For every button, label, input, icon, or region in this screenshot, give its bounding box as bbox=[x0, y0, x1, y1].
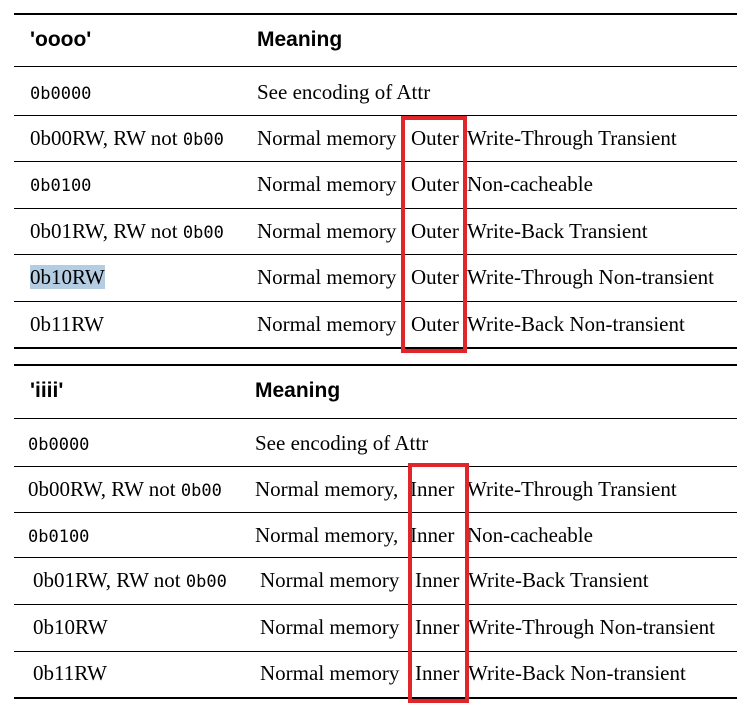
policy-cell: Write-Through Non-transient bbox=[468, 615, 715, 639]
encoding-cell: 0b0100 bbox=[30, 176, 92, 196]
encoding-cell: 0b0000 bbox=[30, 84, 92, 104]
cache-level-cell: Inner bbox=[415, 615, 460, 639]
policy-cell: Non-cacheable bbox=[467, 172, 593, 196]
memory-type-cell: Normal memory bbox=[257, 312, 397, 336]
policy-cell: Non-cacheable bbox=[467, 523, 593, 547]
encoding-cell bbox=[33, 568, 227, 594]
memory-type-cell: Normal memory bbox=[257, 126, 397, 150]
encoding-cell: 0b10RW bbox=[33, 615, 108, 639]
encoding-text: 0b01RW, RW not bbox=[30, 219, 183, 243]
memory-type-cell: Normal memory, bbox=[255, 477, 399, 501]
table1-col1-header: 'oooo' bbox=[30, 28, 92, 51]
row-divider bbox=[14, 651, 737, 652]
table2-top-rule bbox=[14, 364, 737, 366]
memory-type-cell: Normal memory, bbox=[255, 523, 399, 547]
table2-col1-header: 'iiii' bbox=[30, 379, 64, 402]
row-divider bbox=[14, 466, 737, 467]
table2-bottom-rule bbox=[14, 697, 737, 699]
encoding-code: 0b00 bbox=[182, 223, 224, 243]
cache-level-cell: Inner bbox=[410, 523, 455, 547]
encoding-text: 0b00RW, RW not bbox=[30, 126, 183, 150]
encoding-text: 0b01RW, RW not bbox=[33, 568, 186, 592]
encoding-cell: 0b11RW bbox=[30, 312, 104, 336]
meaning-cell: See encoding of Attr bbox=[257, 80, 431, 104]
memory-type-cell: Normal memory bbox=[260, 615, 400, 639]
encoding-code: 0b00 bbox=[182, 130, 224, 150]
encoding-cell: 0b11RW bbox=[33, 661, 107, 685]
policy-cell: Write-Back Non-transient bbox=[467, 312, 685, 336]
row-divider bbox=[14, 115, 737, 116]
cache-level-cell: Outer bbox=[411, 312, 459, 336]
cache-level-cell: Outer bbox=[411, 265, 459, 289]
encoding-code: 0b00 bbox=[185, 572, 227, 592]
cache-level-cell: Inner bbox=[410, 477, 455, 501]
cache-level-cell: Inner bbox=[415, 661, 460, 685]
memory-type-cell: Normal memory bbox=[257, 265, 397, 289]
policy-cell: Write-Back Transient bbox=[467, 219, 648, 243]
encoding-cell: 0b0100 bbox=[28, 527, 90, 547]
policy-cell: Write-Through Transient bbox=[467, 477, 677, 501]
table1-header-rule bbox=[14, 66, 737, 67]
cache-level-cell: Inner bbox=[415, 568, 460, 592]
memory-type-cell: Normal memory bbox=[257, 219, 397, 243]
memory-type-cell: Normal memory bbox=[260, 568, 400, 592]
policy-cell: Write-Through Non-transient bbox=[467, 265, 714, 289]
encoding-text: 0b00RW, RW not bbox=[28, 477, 181, 501]
table2-col2-header: Meaning bbox=[255, 379, 341, 402]
policy-cell: Write-Back Non-transient bbox=[468, 661, 686, 685]
table2-header-rule bbox=[14, 418, 737, 419]
encoding-cell bbox=[30, 219, 224, 245]
table1-bottom-rule bbox=[14, 347, 737, 349]
row-divider bbox=[14, 161, 737, 162]
row-divider bbox=[14, 557, 737, 558]
inner-highlight-box bbox=[408, 463, 469, 703]
policy-cell: Write-Back Transient bbox=[468, 568, 649, 592]
row-divider bbox=[14, 604, 737, 605]
row-divider bbox=[14, 254, 737, 255]
row-divider bbox=[14, 512, 737, 513]
cache-level-cell: Outer bbox=[411, 172, 459, 196]
table1-top-rule bbox=[14, 13, 737, 15]
meaning-cell: See encoding of Attr bbox=[255, 431, 429, 455]
cache-level-cell: Outer bbox=[411, 126, 459, 150]
memory-type-cell: Normal memory bbox=[260, 661, 400, 685]
row-divider bbox=[14, 208, 737, 209]
encoding-cell bbox=[30, 126, 224, 152]
encoding-cell bbox=[28, 477, 222, 503]
policy-cell: Write-Through Transient bbox=[467, 126, 677, 150]
table1-col2-header: Meaning bbox=[257, 28, 343, 51]
encoding-code: 0b00 bbox=[180, 481, 222, 501]
cache-level-cell: Outer bbox=[411, 219, 459, 243]
memory-type-cell: Normal memory bbox=[257, 172, 397, 196]
outer-highlight-box bbox=[401, 116, 467, 353]
encoding-cell: 0b0000 bbox=[28, 435, 90, 455]
encoding-cell-selected[interactable]: 0b10RW bbox=[30, 265, 105, 289]
row-divider bbox=[14, 301, 737, 302]
